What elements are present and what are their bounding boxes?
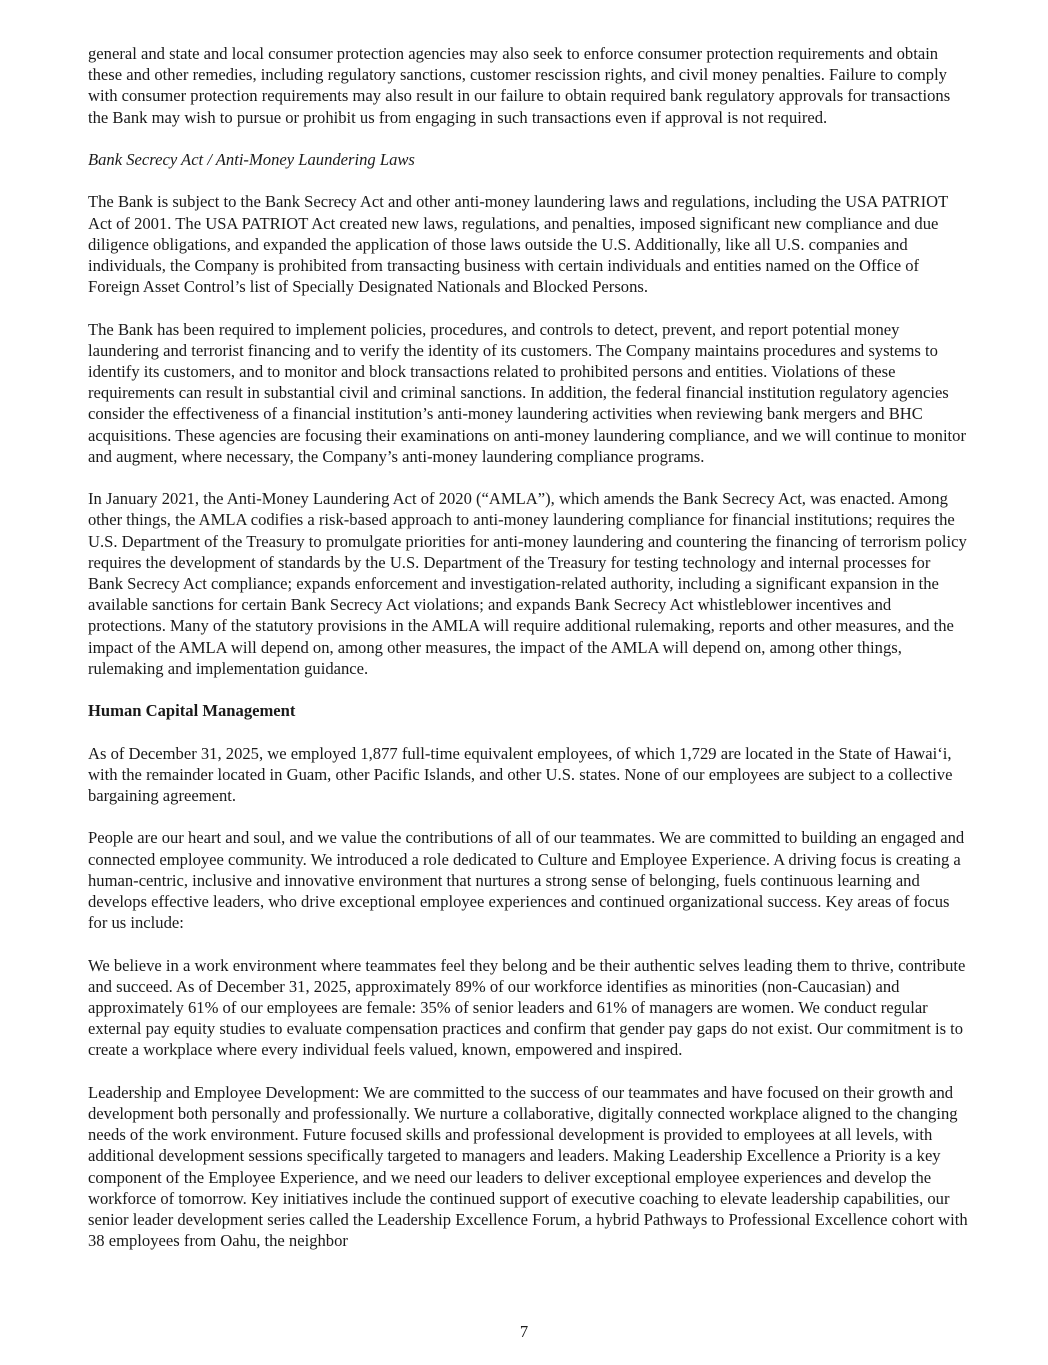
- section-heading-bsa-aml: Bank Secrecy Act / Anti-Money Laundering Laws: [88, 150, 415, 169]
- page-number: 7: [519, 1322, 529, 1341]
- body-paragraph-hcm-2: People are our heart and soul, and we value the contributions of all of our teammates. We are committed to building an engaged and connected employee community. We introduced a role dedicated to Culture and Employee Experience. A driving focus is creating a human-centric, inclusive and innovative environment that nurtures a strong sense of belonging, fuels continuous learning and develops effective leaders, who drive exceptional employee experiences and continued organizational success. Key areas of focus for us include:: [88, 828, 965, 933]
- document-page: [88, 43, 968, 1273]
- body-paragraph-consumer-protection: general and state and local consumer protection agencies may also seek to enforce consumer protection requirements and obtain these and other remedies, including regulatory sanctions, customer rescission rights, and civil money penalties. Failure to comply with consumer protection requirements may also result in our failure to obtain required bank regulatory approvals for transactions the Bank may wish to pursue or prohibit us from engaging in such transactions even if approval is not required.: [88, 44, 951, 127]
- body-paragraph-hcm-3: We believe in a work environment where teammates feel they belong and be their authentic selves leading them to thrive, contribute and succeed. As of December 31, 2025, approximately 89% of our workforce identifies as minorities (non-Caucasian) and approximately 61% of our employees are female: 35% of senior leaders and 61% of managers are women. We conduct regular external pay equity studies to evaluate compensation practices and confirm that gender pay gaps do not exist. Our commitment is to create a workplace where every individual feels valued, known, empowered and inspired.: [88, 955, 966, 1060]
- body-paragraph-bsa-2: The Bank has been required to implement policies, procedures, and controls to detect, prevent, and report potential money laundering and terrorist financing and to verify the identity of its customers. The Company maintains procedures and systems to identify its customers, and to monitor and block transactions related to prohibited persons and entities. Violations of these requirements can result in substantial civil and criminal sanctions. In addition, the federal financial institution regulatory agencies consider the effectiveness of a financial institution’s anti-money laundering activities when reviewing bank mergers and BHC acquisitions. These agencies are focusing their examinations on anti-money laundering compliance, and we will continue to monitor and augment, where necessary, the Company’s anti-money laundering compliance programs.: [88, 319, 966, 466]
- body-paragraph-hcm-4: Leadership and Employee Development: We are committed to the success of our teammates and have focused on their growth and development both personally and professionally. We nurture a collaborative, digitally connected workplace aligned to the changing needs of the work environment. Future focused skills and professional development is provided to employees at all levels, with additional development sessions specifically targeted to managers and leaders. Making Leadership Excellence a Priority is a key component of the Employee Experience, and we need our leaders to deliver exceptional employee experiences and develop the workforce of tomorrow. Key initiatives include the continued support of executive coaching to elevate leadership capabilities, our senior leader development series called the Leadership Excellence Forum, a hybrid Pathways to Professional Excellence cohort with 38 employees from Oahu, the neighbor: [88, 1082, 968, 1251]
- section-heading-human-capital: Human Capital Management: [88, 701, 296, 721]
- body-paragraph-bsa-3: In January 2021, the Anti-Money Laundering Act of 2020 (“AMLA”), which amends the Bank Secrecy Act, was enacted. Among other things, the AMLA codifies a risk-based approach to anti-money laundering compliance for financial institutions; requires the U.S. Department of the Treasury to promulgate priorities for anti-money laundering and countering the financing of terrorism policy requires the development of standards by the U.S. Department of the Treasury for testing technology and internal processes for Bank Secrecy Act compliance; expands enforcement and investigation-related authority, including a significant expansion in the available sanctions for certain Bank Secrecy Act violations; and expands Bank Secrecy Act whistleblower incentives and protections. Many of the statutory provisions in the AMLA will require additional rulemaking, reports and other measures, and the impact of the AMLA will depend on, among other measures, the impact of the AMLA will depend on, among other things, rulemaking and implementation guidance.: [88, 489, 967, 678]
- body-paragraph-hcm-1: As of December 31, 2025, we employed 1,877 full-time equivalent employees, of which 1,729 are located in the State of Hawai‘i, with the remainder located in Guam, other Pacific Islands, and other U.S. states. None of our employees are subject to a collective bargaining agreement.: [88, 743, 953, 806]
- body-paragraph-bsa-1: The Bank is subject to the Bank Secrecy Act and other anti-money laundering laws and regulations, including the USA PATRIOT Act of 2001. The USA PATRIOT Act created new laws, regulations, and penalties, imposed significant new compliance and due diligence obligations, and expanded the application of those laws outside the U.S. Additionally, like all U.S. companies and individuals, the Company is prohibited from transacting business with certain individuals and entities named on the Office of Foreign Asset Control’s list of Specially Designated Nationals and Blocked Persons.: [88, 192, 948, 297]
